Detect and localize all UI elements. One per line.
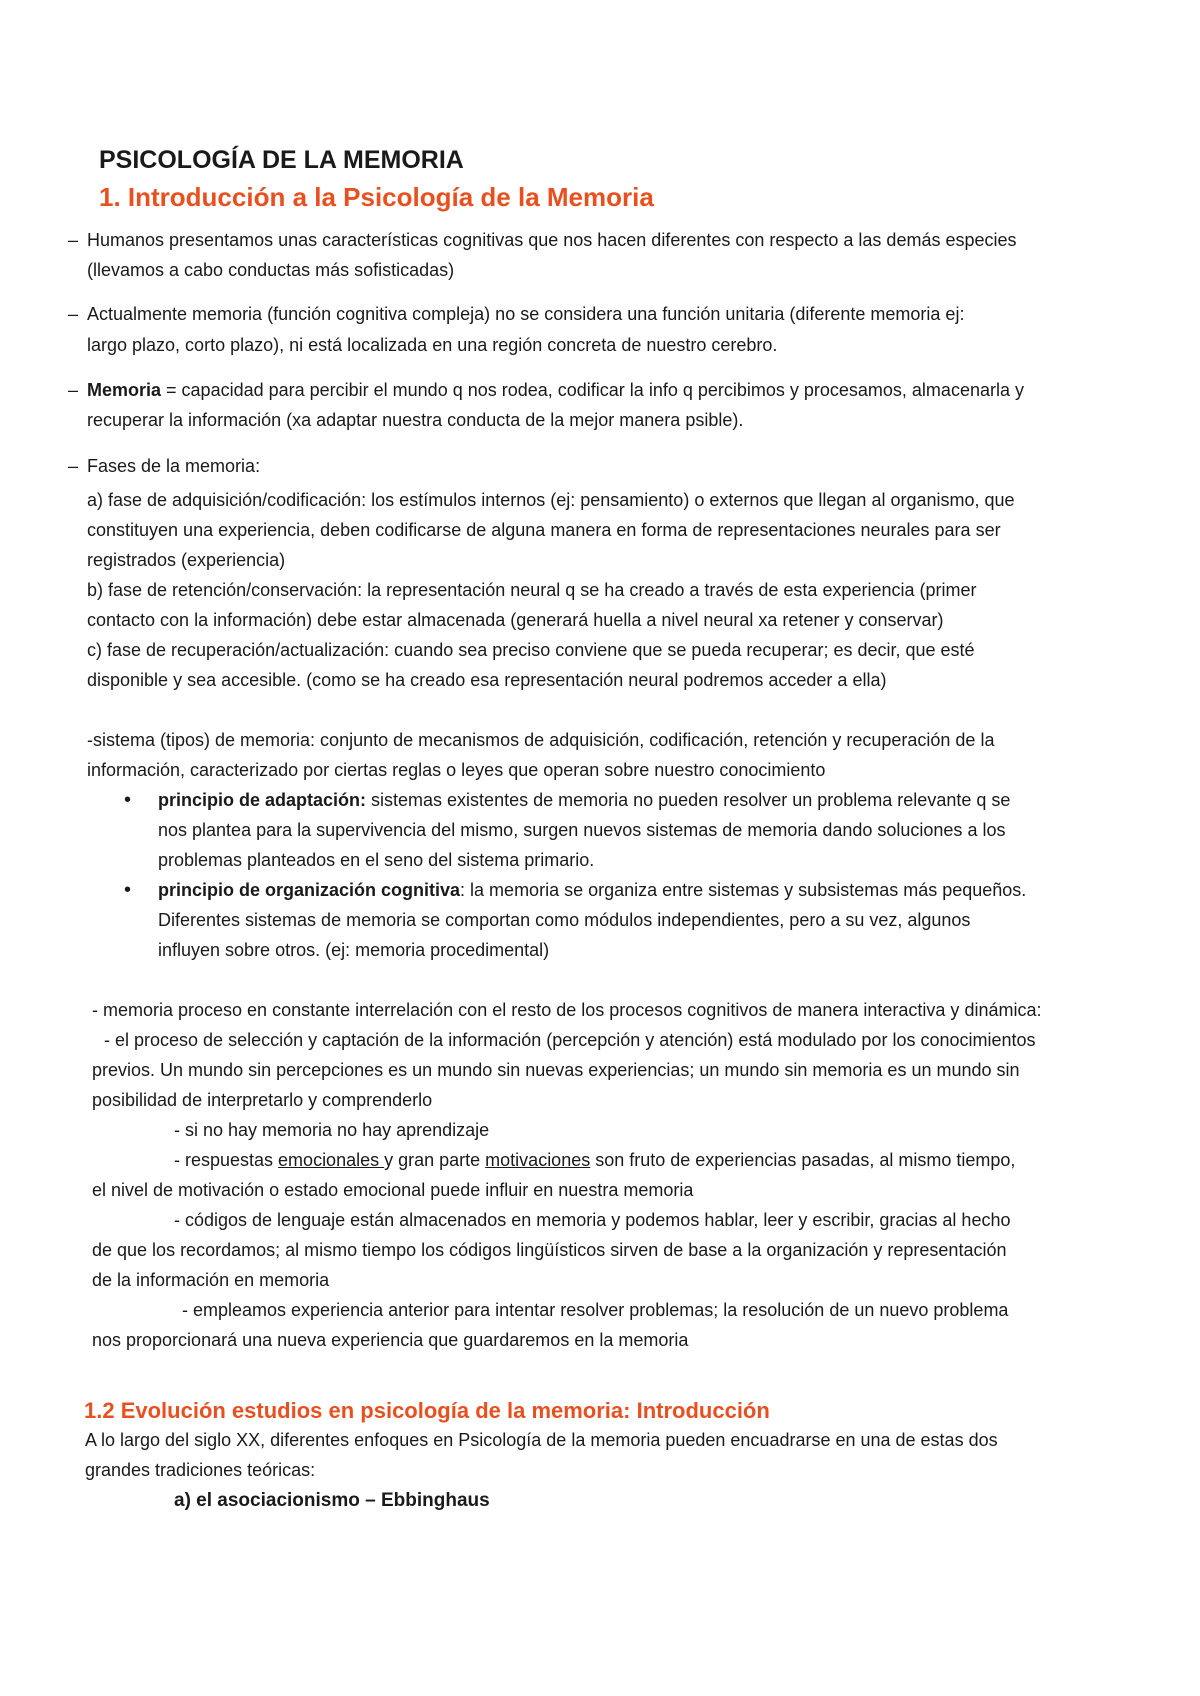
paragraph-line: b) fase de retención/conservación: la representación neural q se ha creado a través de esta experiencia (primer	[87, 580, 977, 600]
paragraph-line: constituyen una experiencia, deben codificarse de alguna manera en forma de representaciones neurales para ser	[87, 520, 1001, 540]
paragraph-line: el nivel de motivación o estado emocional puede influir en nuestra memoria	[92, 1180, 694, 1200]
dash-marker: –	[68, 456, 79, 476]
bullet-marker: •	[124, 879, 132, 901]
paragraph-line: contacto con la información) debe estar almacenada (generará huella a nivel neural xa retener y conservar)	[87, 610, 944, 630]
paragraph-line	[87, 379, 1024, 401]
paragraph-line: disponible y sea accesible. (como se ha creado esa representación neural podremos acceder a ella)	[87, 670, 887, 690]
paragraph-line: - empleamos experiencia anterior para intentar resolver problemas; la resolución de un nuevo problema	[182, 1300, 1009, 1320]
paragraph-text: son fruto de experiencias pasadas, al mismo tiempo,	[590, 1150, 1016, 1170]
bullet-text: : la memoria se organiza entre sistemas y subsistemas más pequeños.	[460, 880, 1027, 900]
paragraph-line: A lo largo del siglo XX, diferentes enfoques en Psicología de la memoria pueden encuadrarse en una de estas dos	[85, 1430, 998, 1450]
paragraph-line: c) fase de recuperación/actualización: cuando sea preciso conviene que se pueda recuperar; es decir, que esté	[87, 640, 975, 660]
dash-marker: –	[68, 230, 79, 250]
paragraph-line: nos proporcionará una nueva experiencia que guardaremos en la memoria	[92, 1330, 689, 1350]
paragraph-line: recuperar la información (xa adaptar nuestra conducta de la mejor manera psible).	[87, 410, 744, 430]
section-heading-2: 1.2 Evolución estudios en psicología de la memoria: Introducción	[84, 1398, 770, 1423]
page-title: PSICOLOGÍA DE LA MEMORIA	[99, 146, 464, 174]
bullet-line	[158, 879, 1026, 901]
paragraph-line	[174, 1149, 1015, 1171]
paragraph-line: (llevamos a cabo conductas más sofisticadas)	[87, 260, 455, 280]
paragraph-line: información, caracterizado por ciertas reglas o leyes que operan sobre nuestro conocimiento	[87, 760, 826, 780]
dash-marker: –	[68, 304, 79, 324]
bullet-line: nos plantea para la supervivencia del mismo, surgen nuevos sistemas de memoria dando soluciones a los	[158, 820, 1006, 840]
paragraph-line: posibilidad de interpretarlo y comprenderlo	[92, 1090, 433, 1110]
paragraph-line: - memoria proceso en constante interrelación con el resto de los procesos cognitivos de manera interactiva y dinámica:	[92, 1000, 1042, 1020]
paragraph-text: y gran parte	[384, 1150, 486, 1170]
paragraph-line: -sistema (tipos) de memoria: conjunto de mecanismos de adquisición, codificación, retención y recuperación de la	[87, 730, 995, 750]
paragraph-line: Fases de la memoria:	[87, 456, 261, 476]
paragraph-line: a) fase de adquisición/codificación: los estímulos internos (ej: pensamiento) o externos que llegan al organismo, que	[87, 490, 1015, 510]
paragraph-text: = capacidad para percibir el mundo q nos rodea, codificar la info q percibimos y procesamos, almacenarla y	[161, 380, 1024, 400]
paragraph-line: Humanos presentamos unas características cognitivas que nos hacen diferentes con respecto a las demás especies	[87, 230, 1017, 250]
underlined-term: motivaciones	[485, 1150, 591, 1170]
term-principio-organizacion: principio de organización cognitiva	[158, 880, 461, 900]
bullet-text: sistemas existentes de memoria no pueden resolver un problema relevante q se	[366, 790, 1011, 810]
paragraph-line: Actualmente memoria (función cognitiva compleja) no se considera una función unitaria (diferente memoria ej:	[87, 304, 965, 324]
bullet-line	[158, 789, 1010, 811]
bullet-line: problemas planteados en el seno del sistema primario.	[158, 850, 595, 870]
subsection-label: a) el asociacionismo – Ebbinghaus	[174, 1490, 490, 1511]
bullet-marker: •	[124, 789, 132, 811]
paragraph-text: - respuestas	[174, 1150, 279, 1170]
term-principio-adaptacion: principio de adaptación:	[158, 790, 367, 810]
bullet-line: influyen sobre otros. (ej: memoria procedimental)	[158, 940, 550, 960]
paragraph-line: previos. Un mundo sin percepciones es un mundo sin nuevas experiencias; un mundo sin memoria es un mundo sin	[92, 1060, 1020, 1080]
paragraph-line: de que los recordamos; al mismo tiempo los códigos lingüísticos sirven de base a la organización y representación	[92, 1240, 1007, 1260]
term-memoria: Memoria	[87, 380, 162, 400]
underlined-term: emocionales	[278, 1150, 385, 1170]
paragraph-line: registrados (experiencia)	[87, 550, 286, 570]
bullet-line: Diferentes sistemas de memoria se comportan como módulos independientes, pero a su vez, algunos	[158, 910, 971, 930]
dash-marker: –	[68, 380, 79, 400]
paragraph-line: - el proceso de selección y captación de la información (percepción y atención) está modulado por los conocimientos	[104, 1030, 1036, 1050]
paragraph-line: - si no hay memoria no hay aprendizaje	[174, 1120, 490, 1140]
paragraph-line: grandes tradiciones teóricas:	[85, 1460, 316, 1480]
paragraph-line: largo plazo, corto plazo), ni está localizada en una región concreta de nuestro cerebro.	[87, 335, 778, 355]
paragraph-line: - códigos de lenguaje están almacenados en memoria y podemos hablar, leer y escribir, gracias al hecho	[174, 1210, 1011, 1230]
section-heading-1: 1. Introducción a la Psicología de la Memoria	[99, 182, 654, 212]
paragraph-line: de la información en memoria	[92, 1270, 330, 1290]
